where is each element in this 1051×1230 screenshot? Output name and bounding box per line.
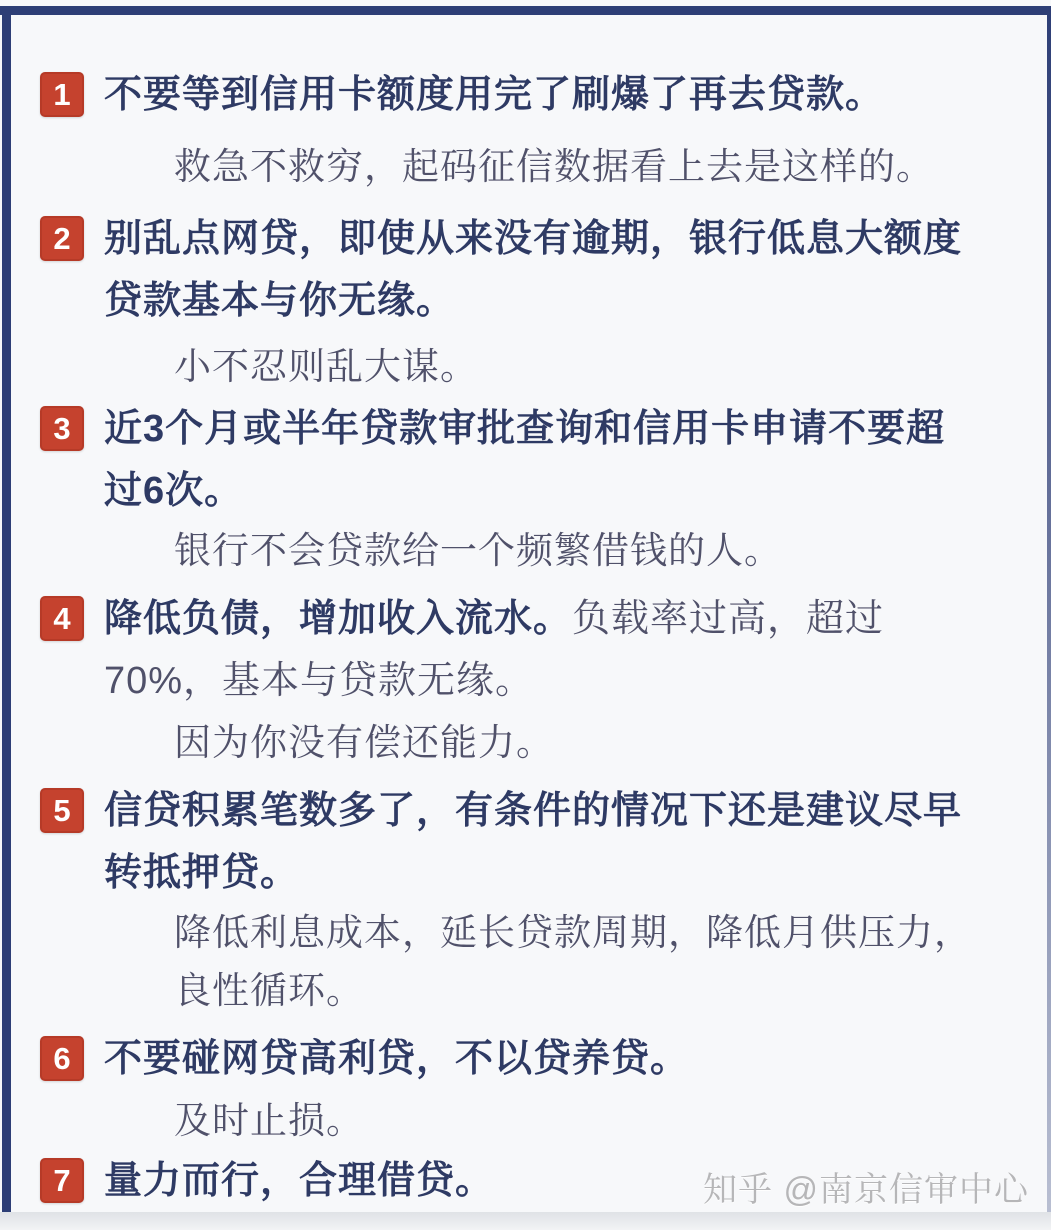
tip-title [104, 1028, 1021, 1090]
tip-note-line: 良性循环。 [174, 970, 364, 1011]
tip-title-text: 别乱点网贷，即使从来没有逾期，银行低息大额度 [104, 218, 963, 260]
tip-title-text: 贷款基本与你无缘。 [104, 280, 456, 322]
tip-title [104, 64, 1021, 126]
tip-title-line [104, 460, 1021, 522]
tip-number-badge: 1 [40, 72, 84, 117]
tip-title-line [104, 64, 1021, 126]
tip-title-text: 转抵押贷。 [104, 852, 300, 894]
tip-note-line: 银行不会贷款给一个频繁借钱的人。 [174, 530, 782, 571]
bottom-edge-strip [0, 1212, 1051, 1230]
tip-title-line [104, 398, 1021, 460]
tip-title-text: 过6次。 [104, 470, 244, 512]
tip-note [174, 138, 1021, 196]
tip-note [174, 1092, 1021, 1150]
tip-title-line [104, 842, 1021, 904]
tip-note-line: 小不忍则乱大谋。 [174, 346, 478, 387]
tip-number-badge: 2 [40, 216, 84, 261]
tip-note [174, 338, 1021, 396]
tip-number-badge: 4 [40, 596, 84, 641]
tip-title-subtext: 70%，基本与贷款无缘。 [104, 660, 535, 702]
tip-note [174, 522, 1021, 580]
tip-title-text: 降低负债，增加收入流水。 [104, 598, 573, 640]
tip-note-line: 因为你没有偿还能力。 [174, 722, 554, 763]
tip-title [104, 588, 1021, 712]
tip-title-line [104, 780, 1021, 842]
tip-title-line [104, 650, 1021, 712]
tip-title-text: 信贷积累笔数多了，有条件的情况下还是建议尽早 [104, 790, 963, 832]
tip-note [174, 904, 1021, 1020]
tip-title-text: 近3个月或半年贷款审批查询和信用卡申请不要超 [104, 408, 946, 450]
tip-number-badge: 6 [40, 1036, 84, 1081]
tip-item [0, 208, 1051, 396]
tip-note [174, 714, 1021, 772]
tip-title [104, 780, 1021, 904]
tip-note-line: 救急不救穷，起码征信数据看上去是这样的。 [174, 146, 934, 187]
tip-title-text: 不要碰网贷高利贷，不以贷养贷。 [104, 1038, 690, 1080]
tip-title [104, 208, 1021, 332]
tip-note-line: 及时止损。 [174, 1100, 364, 1141]
tip-title-line [104, 208, 1021, 270]
tip-item [0, 780, 1051, 1020]
tip-item [0, 588, 1051, 772]
tip-title-text: 不要等到信用卡额度用完了刷爆了再去贷款。 [104, 74, 885, 116]
tip-note-line: 降低利息成本，延长贷款周期，降低月供压力， [174, 912, 972, 953]
tip-title-text: 量力而行，合理借贷。 [104, 1160, 495, 1202]
tip-item [0, 64, 1051, 196]
tip-title-line [104, 588, 1021, 650]
tip-title-subtext: 负载率过高，超过 [572, 598, 885, 640]
zhihu-watermark: 知乎 @南京信审中心 [703, 1171, 1029, 1209]
tip-item [0, 1028, 1051, 1150]
tip-number-badge: 7 [40, 1158, 84, 1203]
tip-title-line [104, 270, 1021, 332]
tip-number-badge: 3 [40, 406, 84, 451]
tip-item [0, 398, 1051, 580]
tip-title-line [104, 1028, 1021, 1090]
tip-title [104, 398, 1021, 522]
tip-number-badge: 5 [40, 788, 84, 833]
